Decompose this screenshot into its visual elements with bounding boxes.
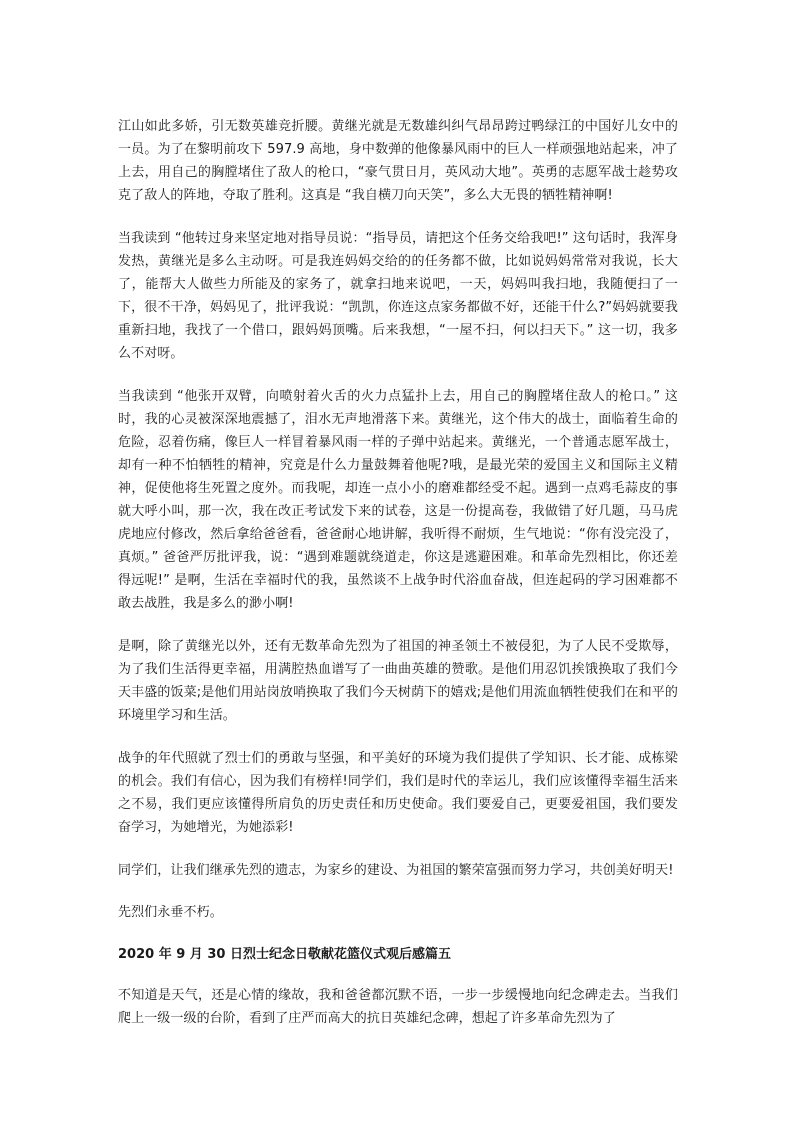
paragraph-5: 战争的年代照就了烈士们的勇敢与坚强，和平美好的环境为我们提供了学知识、长才能、成栋梁的机会。我们有信心，因为我们有榜样!同学们，我们是时代的幸运儿，我们应该懂得幸福生活来之不易，我们更应该懂得所肩负的历史责任和历史使命。我们要爱自己，更要爱祖国，我们要发奋学习，为她增光，为她添彩! bbox=[118, 751, 678, 835]
paragraph-6: 同学们，让我们继承先烈的遗志，为家乡的建设、为祖国的繁荣富强而努力学习，共创美好明天! bbox=[118, 863, 674, 878]
paragraph-4: 是啊，除了黄继光以外，还有无数革命先烈为了祖国的神圣领土不被侵犯，为了人民不受欺辱，为了我们生活得更幸福，用满腔热血谱写了一曲曲英雄的赞歌。是他们用忍饥挨饿换取了我们今天丰盛的饭菜;是他们用站岗放哨换取了我们今天树荫下的嬉戏;是他们用流血牺牲使我们在和平的环境里学习和生活。 bbox=[118, 639, 678, 723]
closing-paragraph: 不知道是天气，还是心情的缘故，我和爸爸都沉默不语，一步一步缓慢地向纪念碑走去。当我们爬上一级一级的台阶，看到了庄严而高大的抗日英雄纪念碑，想起了许多革命先烈为了 bbox=[118, 988, 678, 1026]
document-page bbox=[118, 115, 678, 1050]
paragraph-2: 当我读到 “他转过身来坚定地对指导员说：“指导员，请把这个任务交给我吧!” 这句话时，我浑身发热，黄继光是多么主动呀。可是我连妈妈交给的的任务都不做，比如说妈妈常常对我说，长大了，能帮大人做些力所能及的家务了，就拿扫地来说吧，一天，妈妈叫我扫地，我随便扫了一下，很不干净，妈妈见了，批评我说：“凯凯，你连这点家务都做不好，还能干什么?”妈妈就要我重新扫地，我找了一个借口，跟妈妈顶嘴。后来我想，“一屋不扫，何以扫天下。” 这一切，我多么不对呀。 bbox=[118, 231, 678, 361]
paragraph-1: 江山如此多娇，引无数英雄竞折腰。黄继光就是无数雄纠纠气昂昂跨过鸭绿江的中国好儿女中的一员。为了在黎明前攻下 597.9 高地，身中数弹的他像暴风雨中的巨人一样顽强地站起来，冲了上去，用自己的胸膛堵住了敌人的枪口，“豪气贯日月，英风动大地”。英勇的志愿军战士趁势攻克了敌人的阵地，夺取了胜利。这真是 “我自横刀向天笑”，多么大无畏的牺牲精神啊! bbox=[118, 119, 678, 203]
paragraph-7: 先烈们永垂不朽。 bbox=[118, 905, 223, 920]
paragraph-3: 当我读到 “他张开双臂，向喷射着火舌的火力点猛扑上去，用自己的胸膛堵住敌人的枪口。” 这时，我的心灵被深深地震撼了，泪水无声地滑落下来。黄继光，这个伟大的战士，面临着生命的危险，忍着伤痛，像巨人一样冒着暴风雨一样的子弹中站起来。黄继光，一个普通志愿军战士，却有一种不怕牺牲的精神，究竟是什么力量鼓舞着他呢?哦，是最光荣的爱国主义和国际主义精神，促使他将生死置之度外。而我呢，却连一点小小的磨难都经受不起。遇到一点鸡毛蒜皮的事就大呼小叫，那一次，我在改正考试发下来的试卷，这是一份提高卷，我做错了好几题，马马虎虎地应付修改，然后拿给爸爸看，爸爸耐心地讲解，我听得不耐烦，生气地说：“你有没完没了，真烦。” 爸爸严厉批评我，说：“遇到难题就绕道走，你这是逃避困难。和革命先烈相比，你还差得远呢!” 是啊，生活在幸福时代的我，虽然谈不上战争时代浴血奋战，但连起码的学习困难都不敢去战胜，我是多么的渺小啊! bbox=[118, 389, 678, 611]
section-heading: 2020 年 9 月 30 日烈士纪念日敬献花篮仪式观后感篇五 bbox=[118, 947, 451, 962]
